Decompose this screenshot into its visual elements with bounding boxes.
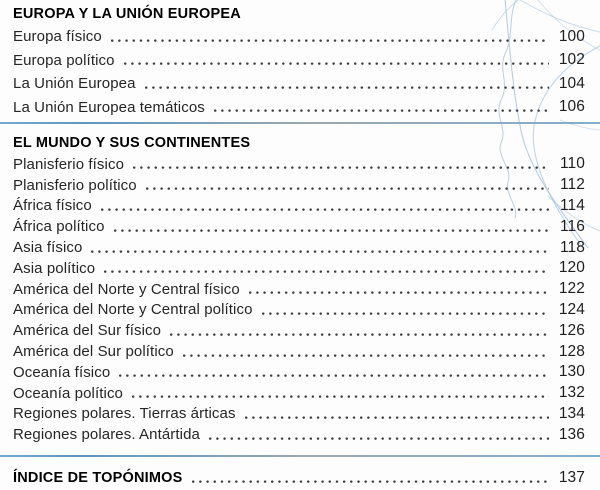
entry-label: Europa físico (13, 28, 102, 46)
toc-entry (13, 279, 585, 300)
entry-label: La Unión Europea temáticos (13, 98, 205, 116)
entry-page-number: 104 (558, 74, 585, 92)
entry-label: Regiones polares. Tierras árticas (13, 405, 236, 423)
entry-page-number: 126 (558, 321, 585, 339)
entry-page-number: 137 (558, 469, 585, 487)
entry-label: África físico (13, 197, 92, 215)
toc-entry (13, 72, 585, 96)
section-entries (13, 25, 585, 119)
entry-label: África político (13, 218, 105, 236)
toc-entry (13, 404, 585, 425)
toc-entry (13, 154, 585, 175)
toc-entry (13, 216, 585, 237)
entry-label: Planisferio físico (13, 155, 125, 173)
section-header-row (13, 132, 585, 153)
dot-leader (132, 395, 549, 399)
entry-page-number: 136 (558, 425, 585, 443)
section-title: EUROPA Y LA UNIÓN EUROPEA (13, 5, 241, 22)
toc-entry (13, 424, 585, 445)
entry-page-number: 110 (559, 155, 585, 173)
entry-page-number: 106 (558, 98, 585, 116)
entry-page-number: 128 (558, 342, 585, 360)
toc-entry (13, 96, 585, 120)
dot-leader (91, 250, 549, 254)
dot-leader (245, 416, 549, 420)
dot-leader (209, 437, 549, 441)
section-divider (0, 122, 600, 124)
dot-leader (124, 62, 549, 66)
section-title: EL MUNDO Y SUS CONTINENTES (13, 134, 251, 151)
entry-label: Oceanía político (13, 384, 123, 402)
toc-entry (13, 258, 585, 279)
toc-entry (13, 237, 585, 258)
section-entries (13, 154, 585, 445)
dot-leader (111, 39, 549, 43)
entry-label: Europa político (13, 51, 115, 69)
entry-label: Oceanía físico (13, 363, 111, 381)
toc-entry (13, 300, 585, 321)
dot-leader (262, 312, 549, 316)
entry-label: Asia político (13, 259, 96, 277)
toc-entry (13, 49, 585, 73)
entry-page-number: 120 (558, 259, 585, 277)
entry-page-number: 118 (559, 238, 585, 256)
entry-page-number: 100 (558, 27, 585, 45)
entry-page-number: 114 (559, 196, 585, 214)
entry-label: Planisferio político (13, 176, 137, 194)
toc-entry (13, 25, 585, 49)
dot-leader (183, 354, 549, 358)
toc-entry (13, 175, 585, 196)
dot-leader (104, 270, 549, 274)
dot-leader (249, 291, 549, 295)
dot-leader (146, 187, 549, 191)
entry-label: América del Norte y Central político (13, 301, 253, 319)
toc-section (13, 3, 585, 119)
entry-page-number: 102 (558, 51, 585, 69)
dot-leader (119, 374, 549, 378)
section-header-row (13, 466, 585, 490)
dot-leader (101, 208, 549, 212)
entry-label: Regiones polares. Antártida (13, 426, 200, 444)
entry-page-number: 124 (558, 300, 585, 318)
toc-entry (13, 196, 585, 217)
toc-entry (13, 320, 585, 341)
dot-leader (170, 333, 549, 337)
toc-section (13, 466, 585, 490)
dot-leader (214, 109, 549, 113)
entry-page-number: 112 (559, 176, 585, 194)
section-divider (0, 455, 600, 457)
entry-label: Asia físico (13, 239, 83, 257)
dot-leader (145, 86, 549, 90)
toc-entry (13, 341, 585, 362)
section-title: ÍNDICE DE TOPÓNIMOS (13, 470, 183, 487)
entry-label: América del Sur político (13, 343, 174, 361)
entry-label: América del Norte y Central físico (13, 280, 240, 298)
entry-page-number: 134 (558, 404, 585, 422)
toc-section (13, 132, 585, 445)
section-header-row (13, 3, 585, 24)
toc-entry (13, 362, 585, 383)
dot-leader (133, 166, 549, 170)
entry-label: América del Sur físico (13, 322, 162, 340)
entry-page-number: 116 (559, 217, 585, 235)
dot-leader (114, 229, 549, 233)
entry-label: La Unión Europea (13, 75, 136, 93)
toc-entry (13, 383, 585, 404)
entry-page-number: 130 (558, 363, 585, 381)
entry-page-number: 132 (558, 384, 585, 402)
entry-page-number: 122 (558, 280, 585, 298)
dot-leader (192, 480, 550, 484)
